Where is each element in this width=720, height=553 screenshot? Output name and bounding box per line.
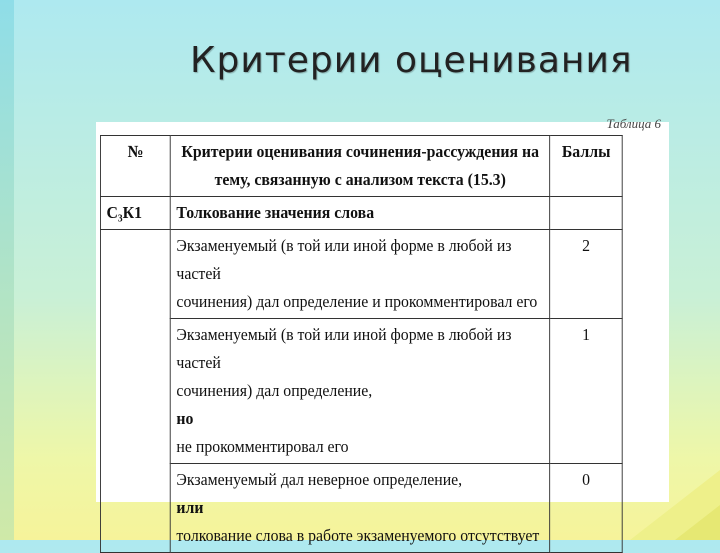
criterion-connector: но <box>176 409 194 428</box>
table-row <box>100 464 622 553</box>
criterion-text <box>170 230 550 319</box>
table-caption: Таблица 6 <box>606 116 661 131</box>
criterion-points: 1 <box>550 319 622 464</box>
section-code: С₃К1 <box>100 197 170 230</box>
section-points-empty <box>550 197 622 230</box>
criterion-line: Экзаменуемый (в той или иной форме в любой из частей <box>176 236 512 283</box>
criterion-line: сочинения) дал определение и прокомментировал его <box>176 292 538 311</box>
criterion-line: сочинения) дал определение, <box>176 381 373 400</box>
criterion-line: Экзаменуемый дал неверное определение, <box>176 470 463 489</box>
slide-left-stripe <box>0 0 14 540</box>
criteria-table <box>100 135 623 553</box>
section-title: Толкование значения слова <box>170 197 550 230</box>
criterion-line: не прокомментировал его <box>176 437 349 456</box>
slide-title: Критерии оценивания <box>190 40 633 81</box>
header-number: № <box>100 136 170 197</box>
criterion-points: 0 <box>550 464 622 553</box>
criterion-points: 2 <box>550 230 622 319</box>
criterion-connector: или <box>176 498 204 517</box>
header-criteria-line2: тему, связанную с анализом текста (15.3) <box>214 170 506 189</box>
header-criteria-line1: Критерии оценивания сочинения-рассуждения на <box>181 142 540 161</box>
criterion-line: Экзаменуемый (в той или иной форме в любой из частей <box>176 325 512 372</box>
header-criteria <box>170 136 550 197</box>
table-row <box>100 319 622 464</box>
scanned-table-image <box>96 116 669 545</box>
criterion-line: толкование слова в работе экзаменуемого отсутствует <box>176 526 540 545</box>
criterion-text <box>170 464 550 553</box>
slide-corner-decoration-inner <box>675 505 720 540</box>
criterion-text <box>170 319 550 464</box>
header-points: Баллы <box>550 136 622 197</box>
table-header-row <box>100 136 622 197</box>
table-row <box>100 230 622 319</box>
code-column-empty <box>100 230 170 553</box>
section-row <box>100 197 622 230</box>
